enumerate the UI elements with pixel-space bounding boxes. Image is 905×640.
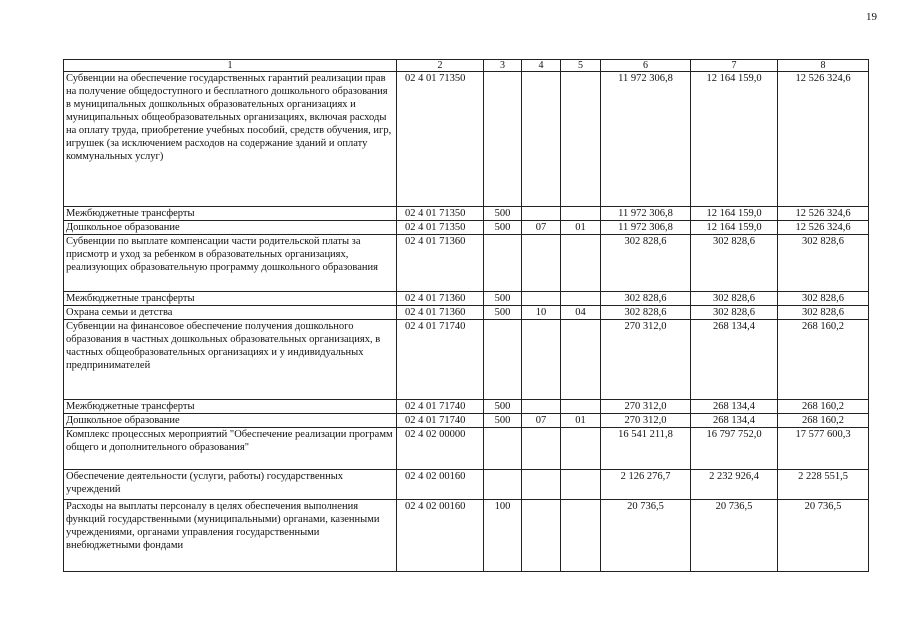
amount-col6: 11 972 306,8 (601, 221, 691, 235)
amount-col8: 268 160,2 (778, 400, 869, 414)
table-row (64, 235, 869, 292)
subsection (561, 320, 601, 400)
section (522, 500, 561, 572)
budget-code: 02 4 01 71350 (397, 207, 484, 221)
column-number: 8 (778, 60, 869, 72)
section: 07 (522, 221, 561, 235)
budget-code: 02 4 01 71360 (397, 235, 484, 292)
amount-col6: 302 828,6 (601, 235, 691, 292)
amount-col7: 2 232 926,4 (691, 470, 778, 500)
section (522, 470, 561, 500)
section (522, 292, 561, 306)
expense-type (484, 72, 522, 207)
budget-code: 02 4 02 00000 (397, 428, 484, 470)
table-row (64, 221, 869, 235)
section (522, 235, 561, 292)
amount-col7: 268 134,4 (691, 400, 778, 414)
amount-col8: 268 160,2 (778, 320, 869, 400)
amount-col6: 270 312,0 (601, 320, 691, 400)
table-row (64, 428, 869, 470)
subsection: 04 (561, 306, 601, 320)
column-number: 2 (397, 60, 484, 72)
amount-col7: 302 828,6 (691, 306, 778, 320)
table-row (64, 470, 869, 500)
item-name: Межбюджетные трансферты (64, 292, 397, 306)
amount-col6: 270 312,0 (601, 400, 691, 414)
amount-col8: 268 160,2 (778, 414, 869, 428)
amount-col8: 302 828,6 (778, 292, 869, 306)
expense-type (484, 235, 522, 292)
item-name: Комплекс процессных мероприятий "Обеспечение реализации программ общего и дополнительного образования" (64, 428, 397, 470)
amount-col6: 20 736,5 (601, 500, 691, 572)
budget-code: 02 4 01 71740 (397, 320, 484, 400)
subsection (561, 500, 601, 572)
amount-col7: 12 164 159,0 (691, 207, 778, 221)
amount-col8: 12 526 324,6 (778, 221, 869, 235)
amount-col7: 302 828,6 (691, 235, 778, 292)
budget-code: 02 4 01 71350 (397, 221, 484, 235)
table-row (64, 207, 869, 221)
amount-col7: 12 164 159,0 (691, 221, 778, 235)
amount-col6: 2 126 276,7 (601, 470, 691, 500)
table-row (64, 292, 869, 306)
amount-col7: 268 134,4 (691, 320, 778, 400)
budget-code: 02 4 01 71360 (397, 306, 484, 320)
item-name: Субвенции на обеспечение государственных гарантий реализации прав на получение общедоступного и бесплатного дошкольного образования в муниципальных дошкольных образовательных организациях и муниципальных общеобразовательных организациях, включая расходы на оплату труда, приобретение учебных пособий, средств обучения, игр, игрушек (за исключением расходов на содержание зданий и оплату коммунальных услуг) (64, 72, 397, 207)
amount-col6: 270 312,0 (601, 414, 691, 428)
amount-col7: 16 797 752,0 (691, 428, 778, 470)
subsection (561, 207, 601, 221)
subsection (561, 470, 601, 500)
item-name: Дошкольное образование (64, 221, 397, 235)
expense-type (484, 428, 522, 470)
amount-col6: 16 541 211,8 (601, 428, 691, 470)
column-number-row (64, 60, 869, 72)
item-name: Межбюджетные трансферты (64, 207, 397, 221)
table-row (64, 400, 869, 414)
table-row (64, 500, 869, 572)
expense-type: 500 (484, 292, 522, 306)
amount-col8: 2 228 551,5 (778, 470, 869, 500)
table-row (64, 72, 869, 207)
subsection: 01 (561, 414, 601, 428)
amount-col7: 12 164 159,0 (691, 72, 778, 207)
budget-code: 02 4 01 71360 (397, 292, 484, 306)
item-name: Обеспечение деятельности (услуги, работы) государственных учреждений (64, 470, 397, 500)
column-number: 4 (522, 60, 561, 72)
table-row (64, 320, 869, 400)
budget-code: 02 4 01 71350 (397, 72, 484, 207)
subsection (561, 72, 601, 207)
amount-col7: 302 828,6 (691, 292, 778, 306)
table-row (64, 414, 869, 428)
budget-code: 02 4 02 00160 (397, 470, 484, 500)
subsection (561, 235, 601, 292)
subsection (561, 428, 601, 470)
amount-col6: 11 972 306,8 (601, 72, 691, 207)
expense-type: 500 (484, 414, 522, 428)
section (522, 207, 561, 221)
subsection: 01 (561, 221, 601, 235)
table-row (64, 306, 869, 320)
amount-col6: 11 972 306,8 (601, 207, 691, 221)
amount-col7: 268 134,4 (691, 414, 778, 428)
section (522, 320, 561, 400)
amount-col8: 17 577 600,3 (778, 428, 869, 470)
column-number: 5 (561, 60, 601, 72)
expense-type (484, 470, 522, 500)
amount-col6: 302 828,6 (601, 306, 691, 320)
page-number: 19 (866, 11, 877, 23)
budget-code: 02 4 01 71740 (397, 400, 484, 414)
section: 10 (522, 306, 561, 320)
budget-code: 02 4 02 00160 (397, 500, 484, 572)
amount-col8: 12 526 324,6 (778, 207, 869, 221)
section (522, 72, 561, 207)
column-number: 3 (484, 60, 522, 72)
item-name: Расходы на выплаты персоналу в целях обеспечения выполнения функций государственными (муниципальными) органами, казенными учреждениями, органами управления государственными внебюджетными фондами (64, 500, 397, 572)
expense-type: 500 (484, 306, 522, 320)
expense-type: 500 (484, 400, 522, 414)
expense-type: 500 (484, 221, 522, 235)
column-number: 7 (691, 60, 778, 72)
item-name: Межбюджетные трансферты (64, 400, 397, 414)
subsection (561, 292, 601, 306)
amount-col8: 302 828,6 (778, 306, 869, 320)
amount-col6: 302 828,6 (601, 292, 691, 306)
subsection (561, 400, 601, 414)
expense-type: 500 (484, 207, 522, 221)
amount-col8: 302 828,6 (778, 235, 869, 292)
section (522, 400, 561, 414)
item-name: Дошкольное образование (64, 414, 397, 428)
column-number: 6 (601, 60, 691, 72)
amount-col7: 20 736,5 (691, 500, 778, 572)
amount-col8: 12 526 324,6 (778, 72, 869, 207)
section (522, 428, 561, 470)
section: 07 (522, 414, 561, 428)
column-number: 1 (64, 60, 397, 72)
item-name: Охрана семьи и детства (64, 306, 397, 320)
item-name: Субвенции по выплате компенсации части родительской платы за присмотр и уход за ребенком в образовательных организациях, реализующих образовательную программу дошкольного образования (64, 235, 397, 292)
expense-type: 100 (484, 500, 522, 572)
item-name: Субвенции на финансовое обеспечение получения дошкольного образования в частных дошкольных образовательных организациях, в частных общеобразовательных организациях и у индивидуальных предпринимателей (64, 320, 397, 400)
expense-type (484, 320, 522, 400)
amount-col8: 20 736,5 (778, 500, 869, 572)
budget-code: 02 4 01 71740 (397, 414, 484, 428)
budget-table (63, 59, 869, 572)
